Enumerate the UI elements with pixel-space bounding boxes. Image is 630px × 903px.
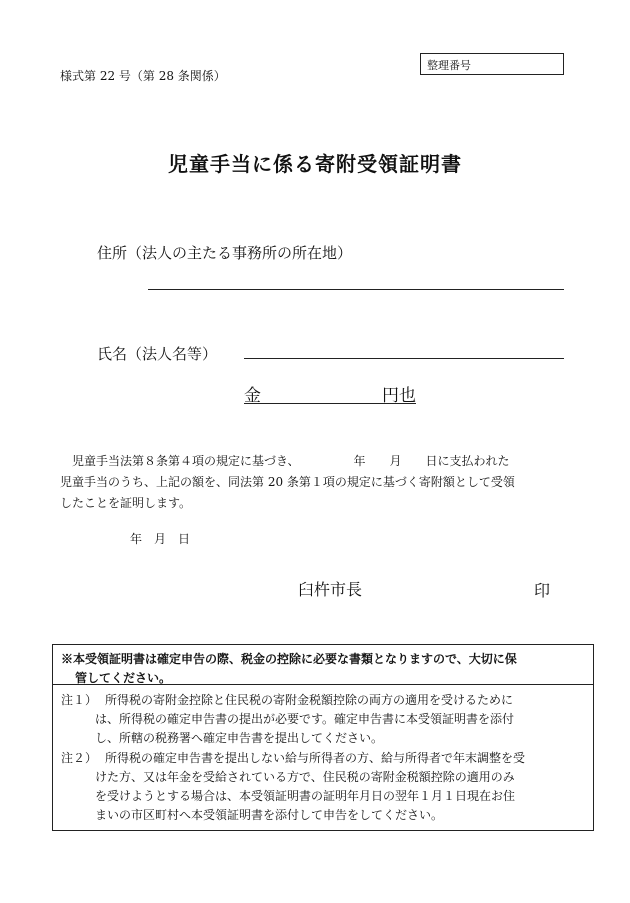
note-2-line: けた方、又は年金を受給されている方で、住民税の寄附金税額控除の適用のみ: [95, 770, 515, 784]
notice-headline-line: 管してください。: [75, 671, 172, 685]
certificate-date: 年 月 日: [130, 532, 191, 546]
reference-number-box[interactable]: [420, 53, 564, 75]
amount-prefix: 金: [244, 386, 261, 406]
note-1: [61, 691, 593, 748]
address-label: 住所（法人の主たる事務所の所在地）: [97, 244, 353, 262]
body-text-line: 児童手当のうち、上記の額を、同法第 20 条第１項の規定に基づく寄附額として受領: [60, 475, 515, 489]
note-2-line: を受けようとする場合は、本受領証明書の証明年月日の翌年１月１日現在お住: [95, 789, 516, 803]
body-text-line: 児童手当法第８条第４項の規定に基づき、 年 月 日に支払われた: [60, 454, 510, 468]
body-text-line: したことを証明します。: [60, 496, 192, 510]
note-1-line: 所得税の寄附金控除と住民税の寄附金税額控除の両方の適用を受けるために: [105, 693, 514, 707]
note-2-line: まいの市区町村へ本受領証明書を添付して申告をしてください。: [95, 808, 444, 822]
seal-mark: 印: [534, 581, 551, 600]
notice-headline: [53, 645, 593, 685]
address-entry-line[interactable]: [148, 289, 564, 290]
name-label: 氏名（法人名等）: [97, 345, 218, 363]
note-1-label: 注１）: [61, 693, 98, 707]
notice-headline-line: ※本受領証明書は確定申告の際、税金の控除に必要な書類となりますので、大切に保: [61, 652, 517, 666]
amount-suffix: 円也: [382, 386, 416, 406]
notice-box: [52, 644, 594, 831]
reference-number-label: 整理番号: [427, 59, 471, 72]
name-entry-line[interactable]: [244, 358, 564, 359]
note-2: [61, 749, 593, 825]
amount-entry-line[interactable]: [244, 381, 416, 404]
form-number: 様式第 22 号（第 28 条関係）: [60, 69, 226, 83]
note-1-line: は、所得税の確定申告書の提出が必要です。確定申告書に本受領証明書を添付: [95, 712, 515, 726]
note-2-line: 所得税の確定申告書を提出しない給与所得者の方、給与所得者で年末調整を受: [105, 751, 526, 765]
document-title: 児童手当に係る寄附受領証明書: [168, 152, 462, 176]
issuer-title: 臼杵市長: [298, 580, 363, 599]
note-1-line: し、所轄の税務署へ確定申告書を提出してください。: [95, 731, 384, 745]
note-2-label: 注２）: [61, 751, 98, 765]
